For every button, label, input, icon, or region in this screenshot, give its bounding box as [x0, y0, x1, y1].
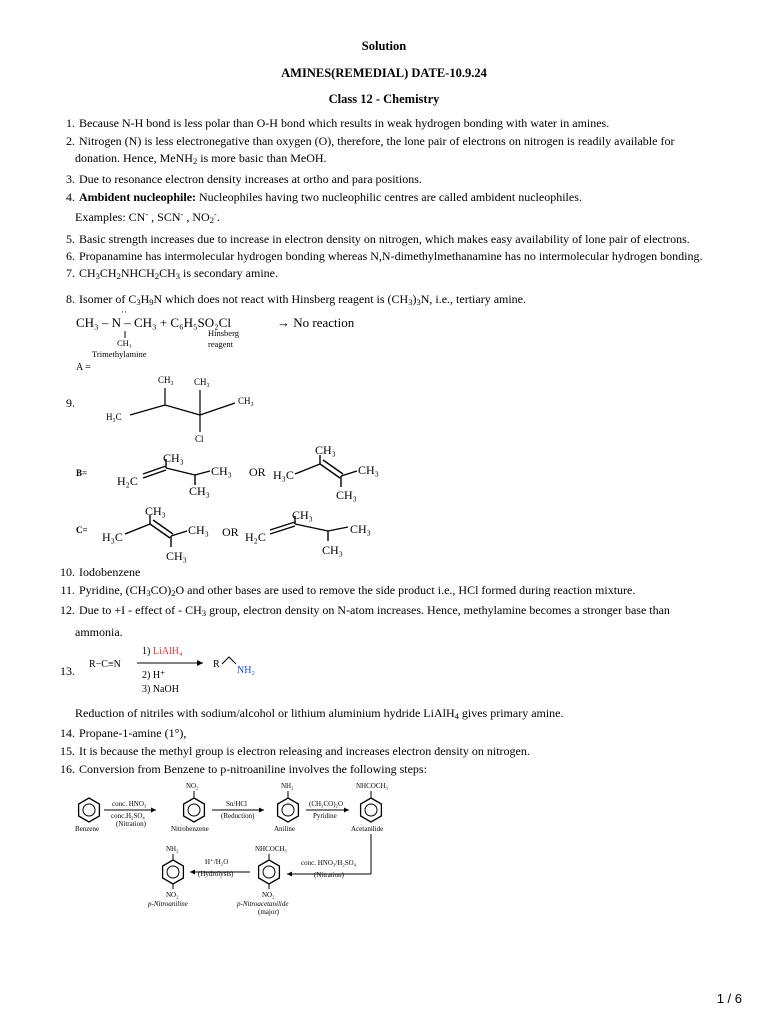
nitrile-reduction-scheme	[85, 642, 285, 700]
bond	[295, 524, 328, 531]
structure-c-option-1	[125, 515, 187, 547]
answer-number: 8.	[66, 292, 75, 306]
reagent-label: conc.H₂SO₄	[111, 812, 145, 820]
answer-6	[60, 249, 703, 264]
superscript: -	[213, 209, 217, 219]
methyl-label: CH₃	[189, 484, 210, 498]
answer-number: 13.	[60, 664, 75, 678]
bond	[341, 471, 357, 476]
superscript: -	[145, 209, 149, 219]
methyl-label: CH₃	[315, 443, 336, 457]
reagent-label: (CH₃CO)₂O	[309, 800, 344, 808]
superscript: -	[180, 209, 184, 219]
compound-name: Nitrobenzene	[171, 825, 209, 833]
text-run: Reduction of nitriles with sodium/alcohol or lithium aluminium hydride LiAlH	[75, 706, 455, 720]
page-number: 1 / 6	[716, 991, 742, 1006]
answer-number: 16.	[60, 762, 75, 776]
answer-13	[60, 664, 79, 679]
methyl-label: CH₃	[292, 508, 313, 522]
text-run: group, electron density on N-atom increases. Hence, methylamine becomes a stronger base than	[206, 603, 670, 617]
structure-a	[130, 388, 235, 432]
answer-number: 2.	[66, 134, 75, 148]
answer-number: 12.	[60, 603, 75, 617]
answer-number: 10.	[60, 565, 75, 579]
answer-number: 3.	[66, 172, 75, 186]
compound-name: Aniline	[274, 825, 295, 833]
answer-1	[60, 116, 609, 131]
amino-group: NH₂	[281, 782, 294, 790]
reagent-label: H⁺/H₂O	[205, 858, 229, 866]
answer-11: 11. Pyridine, $(CH_3CO)_2O$ and other bases are used to remove the side product i.e., HCl formed during reaction mixture.	[60, 583, 636, 598]
arrow-head	[344, 808, 349, 813]
answer-12-continued: ammonia.	[75, 625, 123, 639]
answer-4-examples: Examples: CN- , SCN- , $NO_2^-$.	[75, 209, 220, 225]
answer-text: Because N-H bond is less polar than O-H bond which results in weak hydrogen bonding with water in amines.	[79, 116, 610, 130]
structures-question-9	[70, 358, 410, 563]
answer-2	[60, 134, 674, 149]
answer-12: 12. Due to +I - effect of - $CH_3$ group, electron density on N-atom increases. Hence, methylamine becomes a stronger base than	[60, 603, 670, 618]
reaction-type: (Reduction)	[221, 812, 255, 820]
methyl-label: CH₃	[117, 338, 132, 348]
bond	[328, 527, 348, 531]
answer-number: 1.	[66, 116, 75, 130]
double-bond	[153, 520, 173, 534]
step-2: 2) H⁺	[142, 670, 166, 681]
step-1	[142, 646, 183, 657]
compound-name: Benzene	[75, 825, 100, 833]
bond	[165, 405, 200, 415]
label-b: B=	[76, 468, 88, 478]
bond	[270, 526, 295, 534]
arrow-head	[259, 808, 264, 813]
answer-text: Conversion from Benzene to p-nitroaniline involves the following steps:	[79, 762, 427, 776]
step-3: 3) NaOH	[142, 684, 179, 695]
answer-8: 8. Isomer of $C_3H_9N$ which does not react with Hinsberg reagent is $(CH_3)_3N$, i.e., tertiary amine.	[60, 292, 526, 307]
subscript: 2	[209, 215, 214, 225]
answer-text: is secondary amine.	[180, 266, 278, 280]
compound-name: Acetanilide	[351, 825, 384, 833]
answer-number: 5.	[66, 232, 75, 246]
text-run: O and other bases are used to remove the side product i.e., HCl formed during reaction mixture.	[175, 583, 636, 597]
reagent: LiAlH₄	[152, 646, 183, 657]
reagent-label: reagent	[208, 339, 234, 349]
r-group-label: R	[213, 659, 220, 670]
text-run: donation. Hence, MeNH	[75, 151, 193, 165]
bond	[295, 464, 320, 474]
structure-b-option-2	[295, 455, 357, 487]
methyl-label: CH₃	[238, 396, 254, 406]
bond	[130, 405, 165, 415]
answer-number: 6.	[66, 249, 75, 263]
trimethylamine-label: Trimethylamine	[92, 349, 147, 359]
answer-10	[60, 565, 140, 580]
text-run: is more basic than MeOH.	[197, 151, 327, 165]
text-run: Due to +I - effect of - CH	[79, 603, 202, 617]
answer-15	[60, 744, 530, 759]
reagent-label: conc. HNO₃/H₂SO₄	[301, 859, 357, 867]
answer-number: 14.	[60, 726, 75, 740]
answer-number: 7.	[66, 266, 75, 280]
arrow-head	[197, 660, 203, 666]
nitro-group: NO₂	[186, 782, 199, 790]
page-title: Solution	[361, 39, 407, 53]
amine-label: NH₂	[237, 665, 255, 676]
compound-name: p-Nitroaniline	[148, 900, 188, 908]
bond	[125, 524, 150, 534]
bond	[320, 464, 340, 478]
label-c: C=	[76, 525, 88, 535]
methylene-label: H₂C	[117, 474, 138, 488]
reagent-label: Sn/HCl	[226, 800, 248, 808]
answer-text: It is because the methyl group is electron releasing and increases electron density on nitrogen.	[79, 744, 530, 758]
major-note: (major)	[258, 908, 279, 916]
answer-2-continued	[75, 151, 327, 166]
answer-text: Propanamine has intermolecular hydrogen bonding whereas N,N-dimethylmethanamine has no intermolecular hydrogen bonding.	[79, 249, 703, 263]
bond	[166, 468, 195, 475]
reagent-label: conc. HNO₃	[112, 800, 147, 808]
answer-text: Basic strength increases due to increase in electron density on nitrogen, which makes easy availability of lone pair of electrons.	[79, 232, 690, 246]
chlorine-label: Cl	[195, 434, 204, 444]
text-run: Examples: CN	[75, 210, 146, 224]
or-label: OR	[222, 525, 239, 539]
double-bond	[270, 522, 295, 530]
answer-5	[60, 232, 690, 247]
answer-number: 9.	[66, 396, 75, 410]
bond	[143, 470, 166, 478]
answer-7: 7. $CH_3CH_2NHCH_2CH_3$ is secondary amine.	[60, 266, 278, 281]
or-label: OR	[249, 465, 266, 479]
class-line: Class 12 - Chemistry	[328, 92, 440, 106]
answer-text: Iodobenzene	[79, 565, 141, 579]
label-a: A =	[76, 362, 91, 373]
reagent-label: Pyridine	[313, 812, 337, 820]
carbon-chain	[222, 657, 236, 664]
answer-14	[60, 726, 186, 741]
answer-text: Propane-1-amine (1°),	[79, 726, 187, 740]
reaction-equation: CH₃ – N – CH₃ + C₆H₅SO₂Cl	[76, 315, 231, 330]
text-run: N, i.e., tertiary amine.	[420, 292, 527, 306]
reaction-product: → No reaction	[277, 315, 355, 330]
benzene-ring	[184, 798, 205, 822]
reaction-type: (Nitration)	[116, 820, 146, 828]
answer-number: 4.	[66, 190, 75, 204]
methyl-label: CH₃	[166, 549, 187, 563]
benzene-ring	[278, 798, 299, 822]
answer-term: Ambident nucleophile:	[79, 190, 197, 204]
methyl-label: CH₃	[145, 504, 166, 518]
step-number: 1)	[142, 646, 153, 657]
nitroaniline-synthesis-scheme	[72, 778, 417, 920]
answer-4	[60, 190, 582, 205]
methyl-label: H₃C	[102, 530, 123, 544]
text-run: Pyridine, (CH	[79, 583, 147, 597]
nitro-group: NO₂	[166, 891, 179, 899]
text-run: N which does not react with Hinsberg reagent is (CH	[153, 292, 409, 306]
bond	[200, 403, 235, 415]
bond	[171, 531, 187, 536]
bond	[150, 524, 170, 538]
subscript: 2	[192, 156, 198, 166]
text-run: Isomer of C	[79, 292, 137, 306]
methyl-label: H₃C	[273, 468, 294, 482]
acetamido-group: NHCOCH₃	[356, 782, 388, 790]
arrow-head	[287, 872, 292, 877]
answer-number: 15.	[60, 744, 75, 758]
nitro-group: NO₂	[262, 891, 275, 899]
answer-3	[60, 172, 422, 187]
answer-13-explanation: Reduction of nitriles with sodium/alcohol or lithium aluminium hydride LiAlH$_4$ gives primary amine.	[75, 706, 564, 721]
answer-text: Nucleophiles having two nucleophilic centres are called ambident nucleophiles.	[196, 190, 582, 204]
nitrile-label: R−C≡N	[89, 659, 121, 670]
methyl-label: CH₃	[163, 451, 184, 465]
answer-text: Due to resonance electron density increases at ortho and para positions.	[79, 172, 422, 186]
text-run: gives primary amine.	[458, 706, 564, 720]
arrow-head	[151, 808, 156, 813]
answer-number: 11.	[60, 583, 75, 597]
methyl-label: CH₃	[194, 377, 210, 387]
document-subtitle: AMINES(REMEDIAL) DATE-10.9.24	[281, 66, 487, 80]
methyl-label: CH₃	[336, 488, 357, 502]
acetamido-group: NHCOCH₃	[255, 845, 287, 853]
methylene-label: H₂C	[245, 530, 266, 544]
lone-pair-dots: ··	[121, 310, 127, 317]
bond	[195, 471, 210, 475]
double-bond	[323, 460, 343, 474]
reaction-type: (Nitration)	[314, 871, 344, 879]
methyl-label: CH₃	[350, 522, 371, 536]
benzene-ring	[163, 860, 184, 884]
compound-name: p-Nitroacetanilide	[237, 900, 289, 908]
methyl-label: CH₃	[322, 543, 343, 557]
methyl-label: CH₃	[158, 375, 174, 385]
methyl-label: CH₃	[358, 463, 379, 477]
reaction-type: (Hydrolysis)	[198, 870, 234, 878]
benzene-ring	[79, 798, 100, 822]
answer-text: Nitrogen (N) is less electronegative than oxygen (O), therefore, the lone pair of electrons on nitrogen is readily available for	[79, 134, 675, 148]
methyl-label: H₃C	[106, 412, 122, 422]
hinsberg-label: Hinsberg	[208, 328, 240, 338]
arrow-head	[190, 870, 195, 875]
answer-16	[60, 762, 427, 777]
methyl-label: CH₃	[211, 464, 232, 478]
benzene-ring	[259, 860, 280, 884]
amino-group: NH₂	[166, 845, 179, 853]
double-bond	[143, 466, 166, 474]
benzene-ring	[361, 798, 382, 822]
methyl-label: CH₃	[188, 523, 209, 537]
